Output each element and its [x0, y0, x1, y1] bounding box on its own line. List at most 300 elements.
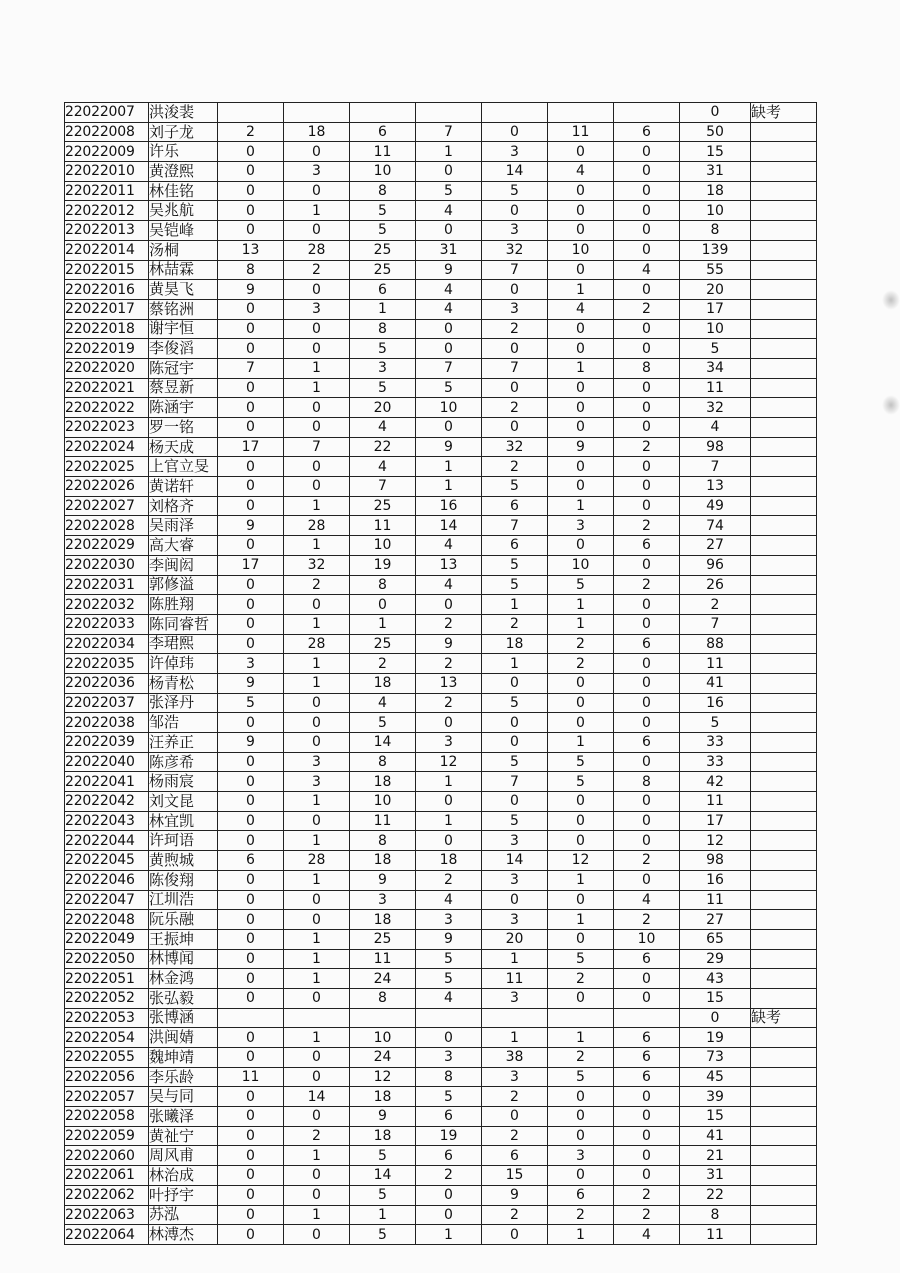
score-cell: 5 — [482, 181, 548, 201]
score-cell: 7 — [350, 477, 416, 497]
table-row — [65, 437, 817, 457]
remark-cell — [751, 516, 817, 536]
score-cell: 0 — [614, 988, 680, 1008]
remark-cell — [751, 398, 817, 418]
total-score-cell: 10 — [680, 319, 751, 339]
total-score-cell: 8 — [680, 1205, 751, 1225]
total-score-cell: 18 — [680, 181, 751, 201]
score-cell: 31 — [416, 240, 482, 260]
score-cell: 32 — [482, 437, 548, 457]
score-cell: 2 — [350, 654, 416, 674]
score-cell: 1 — [482, 595, 548, 615]
remark-cell — [751, 378, 817, 398]
student-id-cell: 22022048 — [65, 910, 149, 930]
remark-cell — [751, 811, 817, 831]
score-cell: 6 — [218, 851, 284, 871]
score-cell: 0 — [218, 181, 284, 201]
score-cell: 9 — [350, 870, 416, 890]
score-cell: 0 — [482, 733, 548, 753]
score-cell: 0 — [614, 477, 680, 497]
score-cell: 14 — [350, 1166, 416, 1186]
score-cell — [218, 1008, 284, 1028]
score-cell: 0 — [284, 1048, 350, 1068]
score-cell: 11 — [218, 1067, 284, 1087]
score-cell: 13 — [416, 673, 482, 693]
score-cell: 3 — [548, 1146, 614, 1166]
student-id-cell: 22022022 — [65, 398, 149, 418]
score-cell: 0 — [614, 713, 680, 733]
total-score-cell: 17 — [680, 811, 751, 831]
remark-cell — [751, 1185, 817, 1205]
remark-cell — [751, 1205, 817, 1225]
score-cell: 4 — [416, 988, 482, 1008]
table-row — [65, 162, 817, 182]
total-score-cell: 11 — [680, 890, 751, 910]
score-cell: 0 — [614, 870, 680, 890]
score-cell: 5 — [482, 575, 548, 595]
student-name-cell: 林溥杰 — [149, 1225, 218, 1245]
score-cell: 2 — [614, 516, 680, 536]
score-cell: 14 — [416, 516, 482, 536]
score-cell: 5 — [548, 772, 614, 792]
score-cell: 0 — [284, 398, 350, 418]
total-score-cell: 7 — [680, 457, 751, 477]
score-cell: 3 — [284, 772, 350, 792]
remark-cell — [751, 772, 817, 792]
score-cell — [284, 1008, 350, 1028]
table-row — [65, 929, 817, 949]
score-cell: 25 — [350, 260, 416, 280]
score-cell: 1 — [548, 1028, 614, 1048]
score-cell: 0 — [284, 693, 350, 713]
remark-cell — [751, 890, 817, 910]
remark-cell — [751, 851, 817, 871]
score-cell: 6 — [416, 1107, 482, 1127]
student-id-cell: 22022016 — [65, 280, 149, 300]
score-cell: 2 — [416, 1166, 482, 1186]
score-cell: 25 — [350, 240, 416, 260]
score-cell: 2 — [416, 870, 482, 890]
score-cell: 10 — [548, 240, 614, 260]
table-row — [65, 949, 817, 969]
score-cell: 5 — [350, 378, 416, 398]
score-cell: 5 — [350, 713, 416, 733]
score-cell: 3 — [284, 162, 350, 182]
student-id-cell: 22022026 — [65, 477, 149, 497]
score-cell: 11 — [350, 811, 416, 831]
total-score-cell: 74 — [680, 516, 751, 536]
score-cell: 1 — [284, 614, 350, 634]
table-row — [65, 103, 817, 123]
remark-cell: 缺考 — [751, 1008, 817, 1028]
score-cell — [614, 103, 680, 123]
student-id-cell: 22022020 — [65, 358, 149, 378]
total-score-cell: 11 — [680, 1225, 751, 1245]
score-cell: 0 — [548, 398, 614, 418]
score-cell: 0 — [218, 1126, 284, 1146]
score-cell: 0 — [614, 496, 680, 516]
student-id-cell: 22022049 — [65, 929, 149, 949]
student-name-cell: 周风甫 — [149, 1146, 218, 1166]
score-cell: 4 — [416, 280, 482, 300]
table-row — [65, 1126, 817, 1146]
score-cell: 9 — [416, 634, 482, 654]
total-score-cell: 21 — [680, 1146, 751, 1166]
student-id-cell: 22022029 — [65, 536, 149, 556]
student-id-cell: 22022025 — [65, 457, 149, 477]
score-cell: 9 — [482, 1185, 548, 1205]
total-score-cell: 39 — [680, 1087, 751, 1107]
total-score-cell: 32 — [680, 398, 751, 418]
score-cell: 0 — [218, 713, 284, 733]
score-cell: 9 — [218, 673, 284, 693]
student-name-cell: 叶抒宇 — [149, 1185, 218, 1205]
table-row — [65, 280, 817, 300]
student-name-cell: 林治成 — [149, 1166, 218, 1186]
remark-cell — [751, 1087, 817, 1107]
score-cell: 8 — [218, 260, 284, 280]
remark-cell — [751, 260, 817, 280]
score-cell: 0 — [548, 792, 614, 812]
score-cell: 0 — [284, 477, 350, 497]
score-cell: 12 — [350, 1067, 416, 1087]
score-cell: 19 — [350, 555, 416, 575]
student-id-cell: 22022018 — [65, 319, 149, 339]
score-cell: 0 — [218, 1166, 284, 1186]
score-cell: 0 — [548, 1087, 614, 1107]
score-cell: 0 — [482, 792, 548, 812]
student-name-cell: 陈胜翔 — [149, 595, 218, 615]
score-cell: 0 — [548, 811, 614, 831]
score-cell: 2 — [548, 634, 614, 654]
score-cell: 7 — [416, 122, 482, 142]
score-cell: 5 — [416, 378, 482, 398]
score-cell: 3 — [416, 733, 482, 753]
score-cell: 0 — [218, 1107, 284, 1127]
student-id-cell: 22022030 — [65, 555, 149, 575]
student-id-cell: 22022047 — [65, 890, 149, 910]
score-cell: 0 — [614, 280, 680, 300]
table-row — [65, 536, 817, 556]
score-cell: 18 — [350, 673, 416, 693]
remark-cell — [751, 496, 817, 516]
score-cell: 2 — [416, 693, 482, 713]
score-cell: 8 — [350, 575, 416, 595]
table-row — [65, 890, 817, 910]
table-row — [65, 713, 817, 733]
student-id-cell: 22022041 — [65, 772, 149, 792]
score-cell: 0 — [218, 1225, 284, 1245]
table-row — [65, 772, 817, 792]
table-row — [65, 595, 817, 615]
score-cell: 0 — [284, 280, 350, 300]
score-cell: 0 — [614, 1146, 680, 1166]
score-cell: 7 — [416, 358, 482, 378]
total-score-cell: 15 — [680, 1107, 751, 1127]
score-cell: 4 — [416, 575, 482, 595]
student-id-cell: 22022054 — [65, 1028, 149, 1048]
score-cell: 2 — [284, 575, 350, 595]
remark-cell — [751, 555, 817, 575]
score-cell: 0 — [614, 693, 680, 713]
score-cell: 11 — [350, 516, 416, 536]
score-cell: 8 — [416, 1067, 482, 1087]
total-score-cell: 41 — [680, 1126, 751, 1146]
score-cell: 18 — [350, 1126, 416, 1146]
score-cell: 0 — [548, 319, 614, 339]
student-name-cell: 吴兆航 — [149, 201, 218, 221]
total-score-cell: 5 — [680, 339, 751, 359]
student-id-cell: 22022010 — [65, 162, 149, 182]
total-score-cell: 19 — [680, 1028, 751, 1048]
student-name-cell: 许乐 — [149, 142, 218, 162]
score-cell: 5 — [416, 181, 482, 201]
table-row — [65, 496, 817, 516]
score-cell: 9 — [218, 516, 284, 536]
score-cell: 5 — [350, 1185, 416, 1205]
score-cell: 0 — [218, 418, 284, 438]
total-score-cell: 16 — [680, 870, 751, 890]
score-cell: 0 — [416, 792, 482, 812]
score-cell: 0 — [614, 142, 680, 162]
score-cell: 2 — [548, 969, 614, 989]
score-cell: 0 — [284, 181, 350, 201]
score-cell: 0 — [614, 240, 680, 260]
table-row — [65, 457, 817, 477]
score-cell: 2 — [614, 1205, 680, 1225]
score-cell: 25 — [350, 496, 416, 516]
student-name-cell: 陈俊翔 — [149, 870, 218, 890]
score-cell: 12 — [548, 851, 614, 871]
table-row — [65, 969, 817, 989]
score-cell: 5 — [482, 693, 548, 713]
score-cell: 3 — [482, 870, 548, 890]
score-table — [64, 102, 817, 1245]
table-row — [65, 1087, 817, 1107]
table-row — [65, 1048, 817, 1068]
student-id-cell: 22022013 — [65, 221, 149, 241]
total-score-cell: 15 — [680, 142, 751, 162]
student-name-cell: 洪浚裴 — [149, 103, 218, 123]
score-cell — [482, 103, 548, 123]
score-cell: 38 — [482, 1048, 548, 1068]
table-row — [65, 418, 817, 438]
score-cell: 0 — [482, 890, 548, 910]
score-cell: 1 — [548, 595, 614, 615]
score-cell: 13 — [416, 555, 482, 575]
score-cell: 2 — [482, 319, 548, 339]
score-cell: 0 — [284, 988, 350, 1008]
student-id-cell: 22022057 — [65, 1087, 149, 1107]
student-name-cell: 黄诺轩 — [149, 477, 218, 497]
score-cell: 18 — [416, 851, 482, 871]
score-cell: 5 — [482, 752, 548, 772]
score-cell: 0 — [614, 457, 680, 477]
student-name-cell: 谢宇恒 — [149, 319, 218, 339]
score-cell: 4 — [350, 693, 416, 713]
remark-cell — [751, 910, 817, 930]
score-cell: 1 — [416, 811, 482, 831]
score-cell: 2 — [482, 1205, 548, 1225]
remark-cell — [751, 1067, 817, 1087]
score-cell: 6 — [350, 280, 416, 300]
student-id-cell: 22022039 — [65, 733, 149, 753]
score-cell: 6 — [416, 1146, 482, 1166]
score-cell: 1 — [416, 457, 482, 477]
student-name-cell: 陈彦希 — [149, 752, 218, 772]
student-id-cell: 22022043 — [65, 811, 149, 831]
score-cell: 32 — [284, 555, 350, 575]
score-cell: 1 — [350, 614, 416, 634]
total-score-cell: 10 — [680, 201, 751, 221]
score-cell: 6 — [614, 536, 680, 556]
score-cell: 0 — [218, 890, 284, 910]
student-id-cell: 22022062 — [65, 1185, 149, 1205]
score-cell: 11 — [350, 949, 416, 969]
score-sheet — [64, 102, 817, 1245]
score-cell: 9 — [416, 260, 482, 280]
score-cell: 3 — [482, 142, 548, 162]
score-cell: 0 — [218, 614, 284, 634]
score-cell: 0 — [218, 378, 284, 398]
score-cell: 0 — [284, 910, 350, 930]
score-cell: 0 — [284, 1107, 350, 1127]
score-cell: 7 — [482, 358, 548, 378]
score-cell: 0 — [614, 398, 680, 418]
score-cell: 6 — [614, 1028, 680, 1048]
score-cell: 3 — [482, 910, 548, 930]
score-cell: 0 — [482, 122, 548, 142]
score-cell: 10 — [350, 1028, 416, 1048]
score-cell: 0 — [614, 418, 680, 438]
total-score-cell: 27 — [680, 910, 751, 930]
score-cell: 18 — [350, 772, 416, 792]
remark-cell — [751, 831, 817, 851]
score-cell: 2 — [482, 1087, 548, 1107]
score-cell: 0 — [218, 634, 284, 654]
score-cell: 0 — [218, 949, 284, 969]
table-row — [65, 358, 817, 378]
score-cell: 15 — [482, 1166, 548, 1186]
remark-cell — [751, 418, 817, 438]
score-cell: 1 — [284, 831, 350, 851]
total-score-cell: 98 — [680, 851, 751, 871]
score-cell: 4 — [416, 890, 482, 910]
total-score-cell: 98 — [680, 437, 751, 457]
table-row — [65, 733, 817, 753]
table-row — [65, 1067, 817, 1087]
score-cell: 1 — [284, 1146, 350, 1166]
total-score-cell: 7 — [680, 614, 751, 634]
score-cell: 0 — [548, 988, 614, 1008]
student-id-cell: 22022021 — [65, 378, 149, 398]
student-id-cell: 22022035 — [65, 654, 149, 674]
score-cell: 10 — [350, 792, 416, 812]
score-cell: 12 — [416, 752, 482, 772]
score-cell: 28 — [284, 516, 350, 536]
table-row — [65, 673, 817, 693]
score-cell: 5 — [416, 1087, 482, 1107]
student-name-cell: 蔡昱新 — [149, 378, 218, 398]
table-row — [65, 752, 817, 772]
score-cell: 0 — [284, 221, 350, 241]
score-cell — [350, 103, 416, 123]
student-name-cell: 黄澄熙 — [149, 162, 218, 182]
score-cell: 32 — [482, 240, 548, 260]
total-score-cell: 11 — [680, 378, 751, 398]
remark-cell — [751, 1146, 817, 1166]
score-cell: 2 — [548, 1048, 614, 1068]
score-cell: 1 — [284, 378, 350, 398]
total-score-cell: 5 — [680, 713, 751, 733]
table-row — [65, 555, 817, 575]
remark-cell — [751, 181, 817, 201]
score-cell: 0 — [548, 142, 614, 162]
score-cell: 10 — [614, 929, 680, 949]
table-row — [65, 1225, 817, 1245]
score-cell: 5 — [218, 693, 284, 713]
score-cell: 8 — [350, 319, 416, 339]
table-row — [65, 575, 817, 595]
score-cell: 8 — [614, 772, 680, 792]
student-id-cell: 22022060 — [65, 1146, 149, 1166]
table-row — [65, 319, 817, 339]
score-cell: 1 — [350, 1205, 416, 1225]
score-cell: 3 — [482, 831, 548, 851]
score-cell: 3 — [416, 1048, 482, 1068]
score-cell: 0 — [614, 1087, 680, 1107]
score-cell: 0 — [416, 162, 482, 182]
score-cell: 6 — [614, 949, 680, 969]
total-score-cell: 96 — [680, 555, 751, 575]
total-score-cell: 17 — [680, 299, 751, 319]
student-id-cell: 22022007 — [65, 103, 149, 123]
score-cell: 2 — [548, 1205, 614, 1225]
remark-cell — [751, 654, 817, 674]
score-cell: 0 — [614, 201, 680, 221]
table-row — [65, 1028, 817, 1048]
student-id-cell: 22022063 — [65, 1205, 149, 1225]
table-row — [65, 378, 817, 398]
score-cell: 5 — [548, 752, 614, 772]
student-id-cell: 22022024 — [65, 437, 149, 457]
score-cell: 5 — [350, 201, 416, 221]
total-score-cell: 16 — [680, 693, 751, 713]
score-cell: 3 — [482, 221, 548, 241]
total-score-cell: 11 — [680, 792, 751, 812]
total-score-cell: 41 — [680, 673, 751, 693]
score-cell: 6 — [482, 496, 548, 516]
student-name-cell: 刘子龙 — [149, 122, 218, 142]
remark-cell — [751, 536, 817, 556]
remark-cell — [751, 870, 817, 890]
score-cell: 0 — [284, 595, 350, 615]
score-cell: 0 — [284, 890, 350, 910]
total-score-cell: 26 — [680, 575, 751, 595]
remark-cell — [751, 575, 817, 595]
total-score-cell: 12 — [680, 831, 751, 851]
score-cell: 10 — [350, 536, 416, 556]
student-id-cell: 22022015 — [65, 260, 149, 280]
score-cell: 2 — [614, 437, 680, 457]
remark-cell — [751, 673, 817, 693]
score-cell: 0 — [614, 162, 680, 182]
student-id-cell: 22022014 — [65, 240, 149, 260]
score-cell: 6 — [614, 1048, 680, 1068]
student-name-cell: 林佳铭 — [149, 181, 218, 201]
table-row — [65, 811, 817, 831]
score-cell: 1 — [548, 358, 614, 378]
